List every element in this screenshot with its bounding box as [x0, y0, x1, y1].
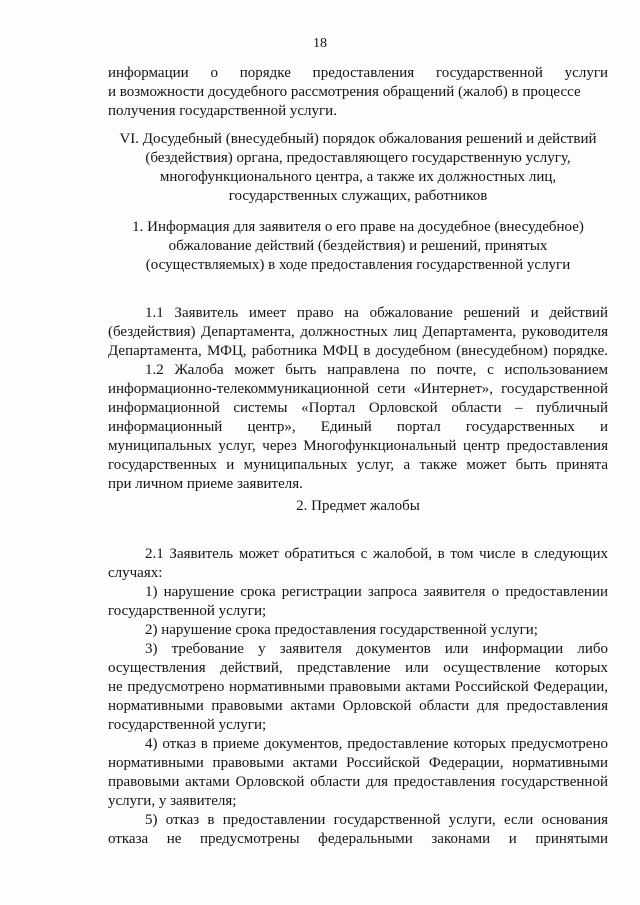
list-item-line: государственной услуги; [108, 603, 267, 619]
heading-line: 1. Информация для заявителя о его праве на досудебное (внесудебное) [132, 219, 584, 235]
heading-line: многофункционального центра, а также их должностных лиц, [159, 169, 557, 185]
heading-line: (бездействия) органа, предоставляющего государственную услугу, [145, 150, 571, 166]
text-line: при личном приеме заявителя. [108, 476, 303, 492]
list-item-line: 5) отказ в предоставлении государственной услуги, если основания [145, 812, 608, 828]
list-item-line: 1) нарушение срока регистрации запроса заявителя о предоставлении [145, 584, 608, 600]
list-item-line: нормативными правовыми актами Орловской области для предоставления [108, 698, 608, 714]
list-item-line: отказа не предусмотрены федеральными законами и принятыми [108, 831, 608, 847]
subsection-2-heading [108, 497, 608, 516]
heading-line: (осуществляемых) в ходе предоставления государственной услуги [145, 257, 571, 273]
list-item-line: нормативными правовыми актами Российской Федерации, нормативными [108, 755, 608, 771]
text-line: 1.2 Жалоба может быть направлена по почте, с использованием [145, 362, 608, 378]
text-line: информационной системы «Портал Орловской области – публичный [108, 400, 608, 416]
list-item-line: 3) требование у заявителя документов или информации либо [145, 641, 608, 657]
text-line: 2.1 Заявитель может обратиться с жалобой, в том числе в следующих [145, 546, 608, 562]
heading-line: обжалование действий (бездействия) и решений, принятых [168, 238, 548, 254]
text-line: муниципальных услуг, через Многофункциональный центр предоставления [108, 438, 608, 454]
text-line: случаях: [108, 565, 163, 581]
text-line: информационный центр», Единый портал государственных и [108, 419, 608, 435]
section-heading [108, 130, 608, 206]
text-line: информации о порядке предоставления государственной услуги [108, 65, 608, 81]
list-item-line: 2) нарушение срока предоставления государственной услуги; [145, 622, 538, 638]
text-line: государственных и муниципальных услуг, а также может быть принята [108, 457, 608, 473]
text-line: получения государственной услуги. [108, 103, 337, 119]
text-line: информационно-телекоммуникационной сети «Интернет», государственной [108, 381, 608, 397]
list-item-line: услуги, у заявителя; [108, 793, 237, 809]
text-line: 1.1 Заявитель имеет право на обжалование решений и действий [145, 305, 608, 321]
paragraphs-1 [108, 304, 608, 494]
list-item-line: государственной услуги; [108, 717, 267, 733]
heading-line: 2. Предмет жалобы [296, 498, 420, 514]
list-item-line: правовыми актами Орловской области для предоставления государственной [108, 774, 608, 790]
paragraphs-2 [108, 545, 608, 849]
intro-paragraph [108, 64, 608, 121]
heading-line: государственных служащих, работников [228, 188, 488, 204]
subsection-1-heading [108, 218, 608, 275]
list-item-line: 4) отказ в приеме документов, предоставление которых предусмотрено [145, 736, 608, 752]
text-line: (бездействия) Департамента, должностных лиц Департамента, руководителя [108, 324, 608, 340]
list-item-line: осуществления действий, представление или осуществление которых [108, 660, 608, 676]
page-number: 18 [313, 36, 327, 51]
list-item-line: не предусмотрено нормативными правовыми актами Российской Федерации, [108, 679, 608, 695]
text-line: и возможности досудебного рассмотрения обращений (жалоб) в процессе [108, 84, 581, 100]
text-line: Департамента, МФЦ, работника МФЦ в досудебном (внесудебном) порядке. [108, 343, 608, 359]
heading-line: VI. Досудебный (внесудебный) порядок обжалования решений и действий [119, 131, 597, 147]
